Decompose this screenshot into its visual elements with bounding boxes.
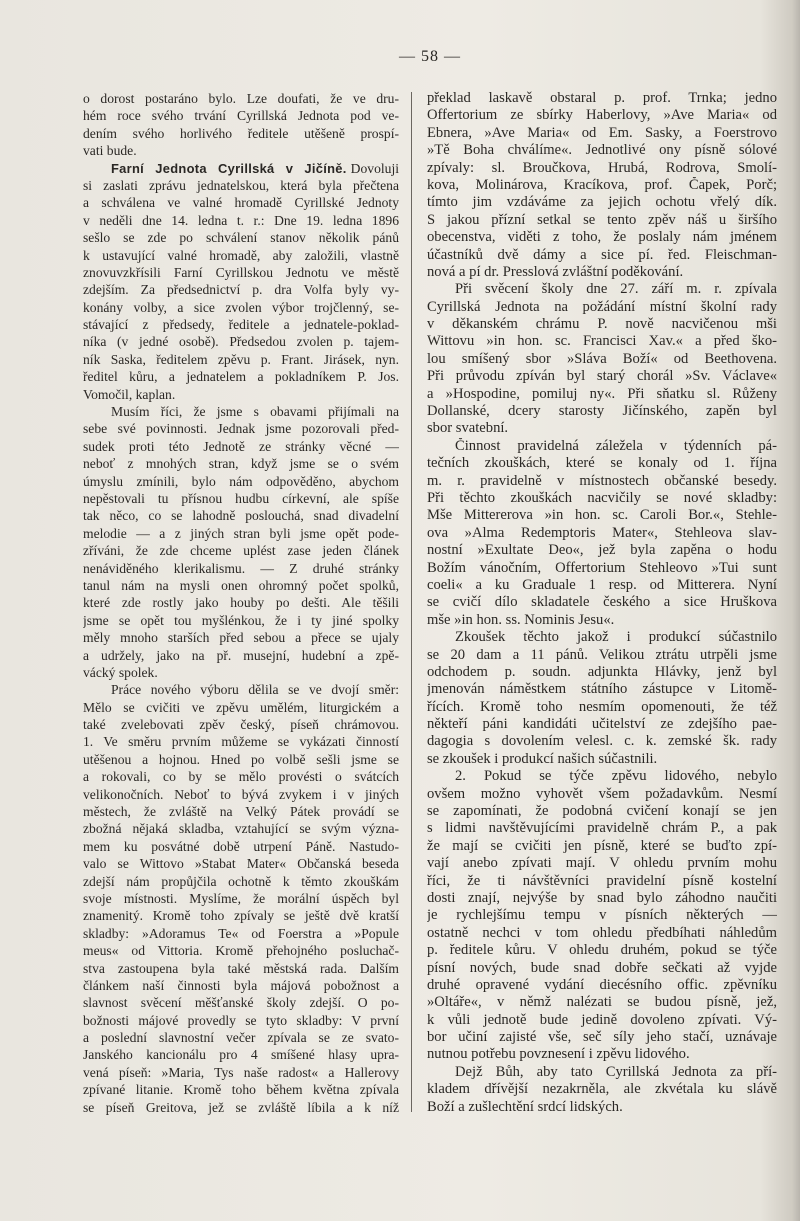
text-line: obecenstva, viděti z toho, že poslaly nám jménem — [427, 229, 777, 246]
text-line: zpívaly: sl. Broučkova, Hrubá, Rodrova, Smolí- — [427, 159, 777, 176]
column-divider — [411, 92, 412, 1112]
paragraph — [83, 160, 399, 403]
paragraph — [427, 281, 777, 438]
text-line: ředitel kůru, a jednatelem a pokladníkem P. Jos. — [83, 369, 399, 385]
text-line: dagogia s dovolením velesl. c. k. zemské šk. rady — [427, 733, 777, 750]
text-line: se 20 dam a 11 pánů. Velikou ztrátu utrpěli jsme — [427, 646, 777, 663]
text-line: Ebnera, »Ave Maria« od Em. Sasky, a Foerstrovo — [427, 124, 777, 141]
text-line: a udržely, jako na př. musejní, hudební a zpě- — [83, 647, 399, 663]
text-line: a rokovali, co by se mělo provésti o svátcích — [83, 769, 399, 785]
text-line: druhé opravené vydání diecésního offic. zpěvníku — [427, 976, 777, 993]
text-line: dosti znají, nejvýše by snad bylo záhodno naučiti — [427, 889, 777, 906]
text-line: o dorost postaráno bylo. Lze doufati, že ve dru- — [83, 91, 399, 106]
text-line: »Oltáře«, v němž nalézati se budou písně, jež, — [427, 994, 777, 1011]
text-line: Mělo se cvičiti ve zpěvu umělém, liturgickém a — [83, 699, 399, 715]
text-line: kladem dřívější nezakrněla, ale zkvétala ku slávě — [427, 1081, 777, 1098]
text-line: Offertorium ze sbírky Haberlovy, »Ave Maria« od — [427, 107, 777, 124]
text-line: měly mnoho starších před sebou a přece se ujaly — [83, 630, 399, 646]
text-line: se zapomínati, že podobná cvičení konají se jen — [427, 803, 777, 820]
text-line: také zvelebovati zpěv český, píseň chrámovou. — [83, 717, 399, 733]
text-line: Janského kancionálu pro 4 smíšené hlasy upra- — [83, 1047, 399, 1063]
paragraph — [83, 403, 399, 681]
text-line: Při průvodu zpíván byl starý chorál »Sv. Václave« — [427, 368, 777, 385]
text-line: vati bude. — [83, 143, 137, 159]
text-line: Při těchto zkouškách nacvičily se nové skladby: — [427, 489, 777, 506]
text-line: 2. Pokud se týče zpěvu lidového, nebylo — [455, 768, 777, 785]
text-line: velikonočních. Neboť to bývá zvykem i v jiných — [83, 786, 399, 802]
text-line: coeli« a ku Graduale 1 resp. od Mitterera. Nyní — [427, 576, 777, 593]
text-line: Boží a zušlechtění srdcí lidských. — [427, 1098, 623, 1115]
left-column — [83, 90, 399, 1116]
text-line: slavnost svěcení měšťanské školy zdejší. O po- — [83, 995, 399, 1011]
text-line: úmyslu zmínili, bylo nám odpověděno, abychom — [83, 473, 399, 489]
text-line: 1. Ve směru prvním můžeme se vykázati činností — [83, 734, 399, 750]
text-line: valo se Wittovo »Stabat Mater« Občanská beseda — [83, 856, 399, 872]
text-line: tečních zkouškách, které se konaly od 1. října — [427, 455, 777, 472]
text-line: účastníků dvě dámy a sice pí. řed. Fleischman- — [427, 246, 777, 263]
text-line: se cvičí dílo skladatele českého a sice Hruškova — [427, 594, 777, 611]
text-line: Dejž Bůh, aby tato Cyrillská Jednota za pří- — [455, 1063, 777, 1080]
paragraph — [427, 768, 777, 1064]
text-line: sebe své povinnosti. Jednak jsme pozorovali před- — [83, 421, 399, 437]
page-number: — 58 — — [399, 48, 461, 65]
line-text: Dovoluji — [350, 160, 399, 176]
text-line: vená píseň: »Maria, Tys naše radost« a Hallerovy — [83, 1064, 399, 1080]
text-line: sešlo se zde po schválení stanov několik pánů — [83, 230, 399, 246]
text-line: Cyrillská Jednota na požádání místní školní rady — [427, 298, 777, 315]
text-line: m. r. pravidelně v místnostech občanské besedy. — [427, 472, 777, 489]
text-line: si zaslati zprávu jednatelskou, která byla přečtena — [83, 177, 399, 193]
text-line: a poslední slavnostní večer zpívala se ze svato- — [83, 1030, 399, 1046]
text-line: dením svého horlivého ředitele utěšeně prospí- — [83, 125, 399, 141]
text-line: zříváni, že zde chceme uplést zase jeden článek — [83, 543, 399, 559]
text-line: vají anebo zpívati mají. V ohledu prvním mohu — [427, 855, 777, 872]
section-heading: Farní Jednota Cyrillská v Jičíně. — [111, 160, 347, 176]
text-line: stva zastoupena byla také městská rada. Dalším — [83, 960, 399, 976]
text-line: konány volby, a sice zvolen výbor trojčlenný, se- — [83, 299, 399, 315]
paragraph — [427, 438, 777, 629]
text-line: se píseň Greitova, jež se zvláště líbila a k níž — [83, 1099, 399, 1115]
text-line: zbožná nějaká skladba, vztahující se svým význa- — [83, 821, 399, 837]
text-line: svoje místnosti. Myslíme, že morální úspěch byl — [83, 890, 399, 906]
text-line: božnosti májové provedly se tyto skladby: V první — [83, 1012, 399, 1028]
text-line: kova, Molinárova, Kracíkova, prof. Čapek, Porč; — [427, 176, 777, 193]
text-line: p. ředitele kůru. V ohledu druhém, pokud se týče — [427, 942, 777, 959]
paragraph — [83, 681, 399, 1116]
text-line: Dollanské, dcery starosty Jičínského, zapěn byl — [427, 403, 777, 420]
text-line: skladby: »Adoramus Te« od Foerstra a »Popule — [83, 925, 399, 941]
text-line: ovšem možno vyhovět všem požadavkům. Nesmí — [427, 785, 777, 802]
text-line: sudek proti této Jednotě ze stránky věcné — — [83, 438, 399, 454]
text-line: k ustavující valné hromadě, aby založili, vlastně — [83, 247, 399, 263]
text-line: řících. Kromě toho nesmím opomenouti, že též — [427, 698, 777, 715]
paragraph — [427, 90, 777, 281]
text-line: k vůli jednotě bude jedině dovoleno zpívati. Vý- — [427, 1011, 777, 1028]
text-line: odchodem p. soudn. adjunkta Hlávky, jenž byl — [427, 663, 777, 680]
text-line: neboť z mnohých stran, když jsme se o svém — [83, 456, 399, 472]
text-line: Při svěcení školy dne 27. září m. r. zpívala — [455, 281, 777, 298]
paragraph — [83, 90, 399, 160]
text-line: Činnost pravidelná záležela v týdenních pá- — [455, 437, 777, 454]
text-line: v neděli dne 14. ledna t. r.: Dne 19. ledna 1896 — [83, 212, 399, 228]
text-line: níka (v jedné osobě). Předsedou zvolen p. tajem- — [83, 334, 399, 350]
text-line: sbor svatební. — [427, 420, 509, 437]
text-line: nutnou potřebu povznesení i zpěvu lidového. — [427, 1046, 690, 1063]
text-line: zdejší nám propůjčila ochotně k těmto zkouškám — [83, 873, 399, 889]
text-line: že mají se cvičiti jen písně, které se buďto zpí- — [427, 837, 777, 854]
text-line: tanul nám na mysli onen ohromný počet spolků, — [83, 577, 399, 593]
text-line: »Tě Boha chválíme«. Jednotlivé ony písně sólové — [427, 142, 777, 159]
text-line: písní nových, bude snad dobře sečkati až vyjde — [427, 959, 777, 976]
text-line: Mše Mittererova »in hon. sc. Caroli Bor.«, Stehle- — [427, 507, 777, 524]
text-line: S jakou přízní setkal se tento zpěv náš u širšího — [427, 211, 777, 228]
paragraph — [427, 1064, 777, 1116]
text-line: ník Saska, ředitelem zpěvu p. Frant. Jirásek, nyn. — [83, 351, 399, 367]
text-line: znovuvzkřísili Farní Cyrillskou Jednotu ve městě — [83, 264, 399, 280]
text-line: Zkoušek těchto jakož i produkcí súčastnilo — [455, 629, 777, 646]
text-line: meus« od Vittoria. Kromě přehojného posluchač- — [83, 943, 399, 959]
text-line: znamenitý. Kromě toho zpívaly se ještě dvě kratší — [83, 908, 399, 924]
text-line: lou smíšený sbor »Sláva Boží« od Beethovena. — [427, 350, 777, 367]
text-line: jsme se opět tou myšlénkou, že i ty jiné spolky — [83, 612, 399, 628]
text-line: hém roce svého trvání Cyrillská Jednota pod ve- — [83, 108, 399, 124]
paragraph — [427, 629, 777, 768]
text-line: bor učiní zajisté vše, seč síly jeho stačí, uznávaje — [427, 1029, 777, 1046]
text-line: ova »Alma Redemptoris Mater«, Stehleova slav- — [427, 524, 777, 541]
text-line — [83, 160, 399, 177]
text-line: překlad laskavě obstaral p. prof. Trnka; jedno — [427, 90, 777, 106]
text-line: Wittovu »in hon. sc. Francisci Xav.« a před ško- — [427, 333, 777, 350]
text-line: mem ku posvátné době utrpení Páně. Nastudo- — [83, 838, 399, 854]
text-line: ostatně nechci v tom ohledu předbíhati náhledům — [427, 924, 777, 941]
text-line: melodie — a z jiných stran byli jsme opět pode- — [83, 525, 399, 541]
text-line: a schválena ve valné hromadě Cyrillské Jednoty — [83, 195, 399, 211]
text-line: v děkanském chrámu P. nově nacvičenou mši — [427, 316, 777, 333]
right-column — [427, 90, 777, 1116]
text-line: vácký spolek. — [83, 664, 158, 680]
text-line: jmenován náměstkem státního zástupce v Litomě- — [427, 681, 777, 698]
text-line: nepěstovali tu přísnou hudbu církevní, ale spíše — [83, 490, 399, 506]
text-line: zdejším. Za předsednictví p. dra Volfa byly vy- — [83, 282, 399, 298]
text-line: Musím říci, že jsme s obavami přijímali na — [111, 404, 399, 420]
text-line: tímto jim vzdáváme za jejich ochotu vřelý dík. — [427, 194, 777, 211]
text-line: a »Hospodine, pomiluj ny«. Při sňatku sl. Růženy — [427, 385, 777, 402]
text-line: tak něco, co se lahodně poslouchá, snad divadelní — [83, 508, 399, 524]
text-line: nová a pí dr. Presslová zvláštní poděkování. — [427, 263, 684, 280]
text-line: nostní »Exultate Deo«, jež byla zapěna o hodu — [427, 542, 777, 559]
text-line: Vomočil, kaplan. — [83, 386, 176, 402]
text-line: nenáviděného klerikalismu. — Z druhé stránky — [83, 560, 399, 576]
text-line: městech, že zvláště na Velký Pátek provádí se — [83, 804, 399, 820]
text-line: stávající z předsedy, ředitele a jednatele-poklad- — [83, 317, 399, 333]
text-line: Božím vánočním, Offertorium Stehleovo »Tui sunt — [427, 559, 777, 576]
text-line: se zkoušek i produkcí našich súčastnili. — [427, 750, 658, 767]
text-line: někteří páni kandidáti učitelství ze zdejšího pae- — [427, 716, 777, 733]
text-line: s lidmi navštěvujícími pravidelně chrám P., a pak — [427, 820, 777, 837]
text-line: říci, že ti návštěvníci pravidelní písně kostelní — [427, 872, 777, 889]
text-line: je rychlejšímu tempu v písních některých — — [427, 907, 777, 924]
text-line: mše »in hon. ss. Nominis Jesu«. — [427, 611, 615, 628]
text-line: které zde rostly jako houby po dešti. Ale těšili — [83, 595, 399, 611]
text-line: článkem naší činnosti byla májová pobožnost a — [83, 977, 399, 993]
text-line: Práce nového výboru dělila se ve dvojí směr: — [111, 682, 399, 698]
text-line: utěšenou a hojnou. Hned po volbě sešli jsme se — [83, 751, 399, 767]
text-line: zpívané litanie. Kromě toho během května zpívala — [83, 1082, 399, 1098]
